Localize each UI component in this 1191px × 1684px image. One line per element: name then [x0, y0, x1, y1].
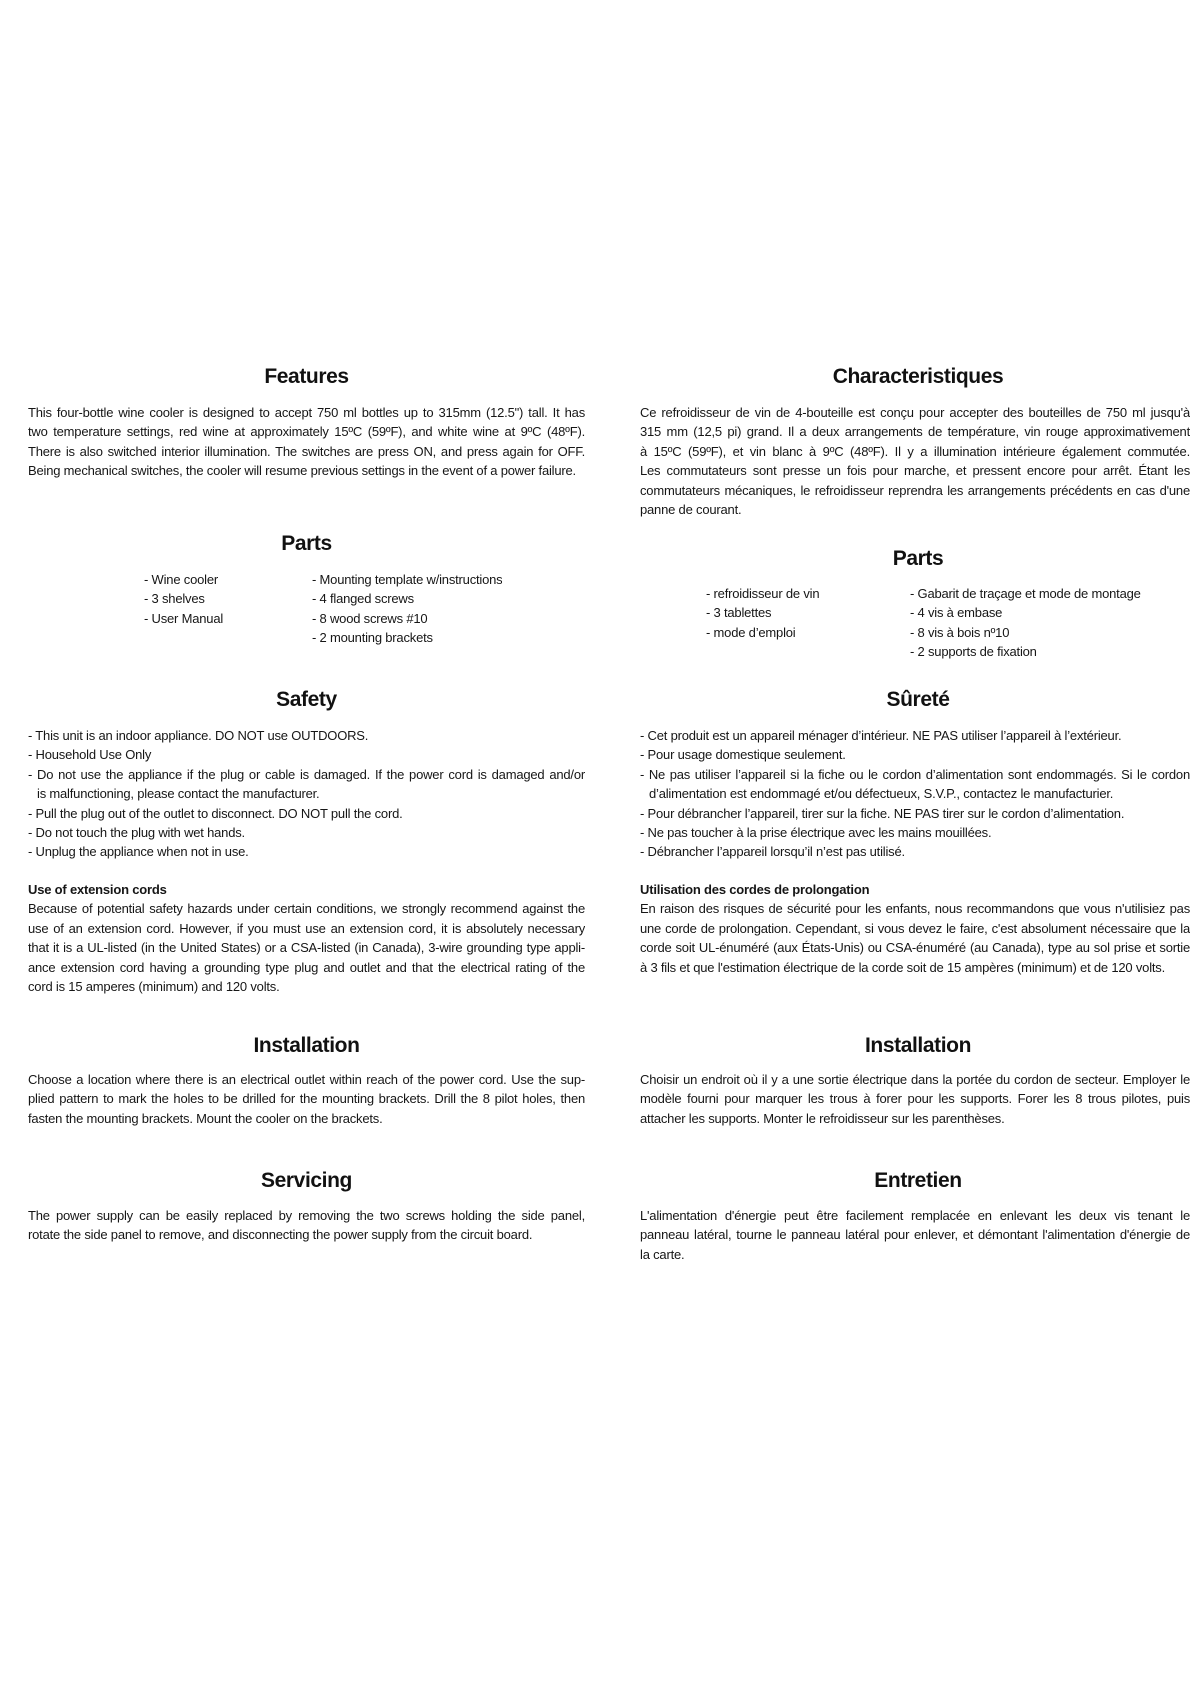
surete-list: [640, 726, 1190, 862]
text-line: This four-bottle wine cooler is designed to accept 750 ml bottles up to 315mm (12.5") tall. It has: [28, 405, 585, 420]
parts-heading-fr: Parts: [892, 547, 944, 570]
safety-list: [28, 726, 585, 862]
list-item-line: - Do not touch the plug with wet hands.: [28, 824, 245, 840]
parts-list-item: - 3 tablettes: [706, 605, 772, 621]
list-item-line: - Pour débrancher l’appareil, tirer sur la fiche. NE PAS tirer sur le cordon d’alimentation.: [640, 805, 1125, 821]
parts-list-item: - 4 flanged screws: [312, 591, 414, 607]
cordes-prolongation-text: [640, 899, 1190, 977]
text-line: Choose a location where there is an electrical outlet within reach of the power cord. Use the sup-: [28, 1072, 585, 1087]
text-line: plied pattern to mark the holes to be drilled for the mounting brackets. Drill the 8 pilot holes, then: [28, 1091, 585, 1107]
parts-list-right-fr: [910, 584, 1141, 662]
list-item: [28, 745, 585, 764]
text-line: panneau latéral, tourne le panneau latéral pour enlever, et démontant l'alimentation d'énergie de: [640, 1227, 1190, 1243]
features-text: [28, 403, 585, 481]
list-item-line: - Pour usage domestique seulement.: [640, 747, 846, 763]
list-item-line: - Débrancher l’appareil lorsqu’il n’est pas utilisé.: [640, 844, 905, 860]
text-line: commutateurs mécaniques, le refroidisseur reprendra les arrangements précédents en cas d'une: [640, 482, 1190, 498]
parts-list-right: [312, 570, 502, 648]
list-item: [640, 804, 1190, 823]
list-item-line: - Do not use the appliance if the plug or cable is damaged. If the power cord is damaged and/or: [28, 766, 585, 782]
parts-heading: Parts: [281, 532, 332, 555]
text-line: une corde de prolongation. Cependant, si vous devez le faire, c'est absolument nécessaire que la: [640, 920, 1190, 936]
parts-list-item: - Gabarit de traçage et mode de montage: [910, 586, 1141, 601]
parts-list-item: - mode d’emploi: [706, 624, 796, 640]
text-line: 315 mm (12,5 pi) grand. Il a deux arrangements de température, vin rouge approximativement: [640, 424, 1190, 440]
text-line: Because of potential safety hazards under certain conditions, we strongly recommend against the: [28, 901, 585, 917]
parts-list-left-fr: [706, 584, 819, 642]
list-item-line: is malfunctioning, please contact the manufacturer.: [37, 786, 320, 802]
text-line: that it is a UL-listed (in the United States) or a CSA-listed (in Canada), 3-wire grounding type appli-: [28, 940, 585, 956]
extension-cords-heading: Use of extension cords: [28, 882, 167, 897]
parts-list-left: [144, 570, 223, 628]
text-line: There is also switched interior illumination. The switches are press ON, and press again for OFF.: [28, 443, 585, 459]
list-item: [28, 726, 585, 745]
list-item-line: - This unit is an indoor appliance. DO NOT use OUTDOORS.: [28, 728, 369, 743]
list-item: [28, 823, 585, 842]
parts-list-item: - 3 shelves: [144, 591, 205, 607]
text-line: corde soit UL-énuméré (aux États-Unis) ou CSA-énuméré (au Canada), type au sol prise et sortie: [640, 940, 1190, 956]
parts-list-item: - 8 vis à bois nº10: [910, 624, 1010, 640]
list-item-line: - Pull the plug out of the outlet to disconnect. DO NOT pull the cord.: [28, 805, 403, 821]
list-item: [640, 726, 1190, 745]
list-item: [640, 745, 1190, 764]
servicing-text: [28, 1206, 585, 1245]
features-heading: Features: [264, 365, 349, 388]
text-line: rotate the side panel to remove, and disconnecting the power supply from the circuit board.: [28, 1227, 533, 1243]
text-line: modèle fourni pour marquer les trous à forer pour les supports. Forer les 8 trous pilotes, puis: [640, 1091, 1190, 1107]
parts-list-item: - refroidisseur de vin: [706, 586, 820, 601]
parts-list-item: - Wine cooler: [144, 572, 218, 587]
text-line: Being mechanical switches, the cooler will resume previous settings in the event of a power failure.: [28, 463, 576, 479]
surete-heading: Sûreté: [886, 688, 950, 711]
list-item-line: - Ne pas utiliser l’appareil si la fiche ou le cordon d’alimentation sont endommagés. Si le cordon: [640, 766, 1190, 782]
characteristiques-heading: Characteristiques: [832, 365, 1004, 388]
cordes-prolongation-section: [640, 880, 1190, 977]
text-line: L'alimentation d'énergie peut être facilement remplacée en enlevant les deux vis tenant le: [640, 1208, 1190, 1223]
text-line: En raison des risques de sécurité pour les enfants, nous recommandons que vous n'utilisiez pas: [640, 901, 1190, 917]
safety-heading: Safety: [276, 688, 337, 711]
list-item: [28, 804, 585, 823]
parts-list-item: - 2 supports de fixation: [910, 644, 1037, 660]
entretien-heading: Entretien: [874, 1169, 962, 1192]
list-item-line: - Ne pas toucher à la prise électrique avec les mains mouillées.: [640, 824, 992, 840]
text-line: Choisir un endroit où il y a une sortie électrique dans la portée du cordon de secteur. Employer le: [640, 1072, 1190, 1087]
text-line: fasten the mounting brackets. Mount the cooler on the brackets.: [28, 1110, 383, 1126]
list-item-line: - Household Use Only: [28, 747, 152, 763]
text-line: à 15ºC (59ºF), et vin blanc à 9ºC (48ºF). Il y a illumination intérieure également commutée.: [640, 443, 1190, 459]
text-line: cord is 15 amperes (minimum) and 120 volts.: [28, 978, 280, 994]
parts-list-item: - User Manual: [144, 610, 224, 626]
cordes-prolongation-heading: Utilisation des cordes de prolongation: [640, 882, 870, 897]
text-line: Ce refroidisseur de vin de 4-bouteille est conçu pour accepter des bouteilles de 750 ml jusqu'à: [640, 405, 1190, 420]
text-line: panne de courant.: [640, 501, 742, 517]
text-line: ance extension cord having a grounding type plug and outlet and that the electrical rating of the: [28, 959, 585, 975]
installation-text-fr: [640, 1070, 1190, 1128]
list-item-line: d’alimentation est endommagé et/ou défectueux, S.V.P., contactez le manufacturier.: [649, 786, 1114, 802]
entretien-text: [640, 1206, 1190, 1264]
parts-list-item: - 4 vis à embase: [910, 605, 1003, 621]
list-item-line: - Unplug the appliance when not in use.: [28, 844, 249, 860]
parts-list-item: - 8 wood screws #10: [312, 610, 428, 626]
list-item: [28, 842, 585, 861]
text-line: two temperature settings, red wine at approximately 15ºC (59ºF), and white wine at 9ºC (48ºF).: [28, 424, 585, 440]
text-line: attacher les supports. Monter le refroidisseur sur les parenthèses.: [640, 1110, 1005, 1126]
extension-cords-section: [28, 880, 585, 996]
list-item: [640, 842, 1190, 861]
list-item: [640, 765, 1190, 804]
installation-text: [28, 1070, 585, 1128]
installation-heading: Installation: [253, 1034, 360, 1057]
text-line: la carte.: [640, 1246, 685, 1262]
parts-list-item: - Mounting template w/instructions: [312, 572, 503, 587]
extension-cords-text: [28, 899, 585, 996]
list-item: [640, 823, 1190, 842]
text-line: Les commutateurs sont presse un fois pour marche, et pressent encore pour arrêt. Étant les: [640, 463, 1190, 479]
text-line: use of an extension cord. However, if you must use an extension cord, it is absolutely necessary: [28, 920, 585, 936]
characteristiques-text: [640, 403, 1190, 519]
installation-heading-fr: Installation: [864, 1034, 972, 1057]
list-item-line: - Cet produit est un appareil ménager d’intérieur. NE PAS utiliser l’appareil à l’extérieur.: [640, 728, 1122, 743]
text-line: The power supply can be easily replaced by removing the two screws holding the side panel,: [28, 1208, 585, 1223]
text-line: à 3 fils et que l'estimation électrique de la corde soit de 15 ampères (minimum) et de 120 volts.: [640, 959, 1166, 975]
parts-list-item: - 2 mounting brackets: [312, 630, 433, 646]
list-item: [28, 765, 585, 804]
servicing-heading: Servicing: [261, 1169, 352, 1192]
